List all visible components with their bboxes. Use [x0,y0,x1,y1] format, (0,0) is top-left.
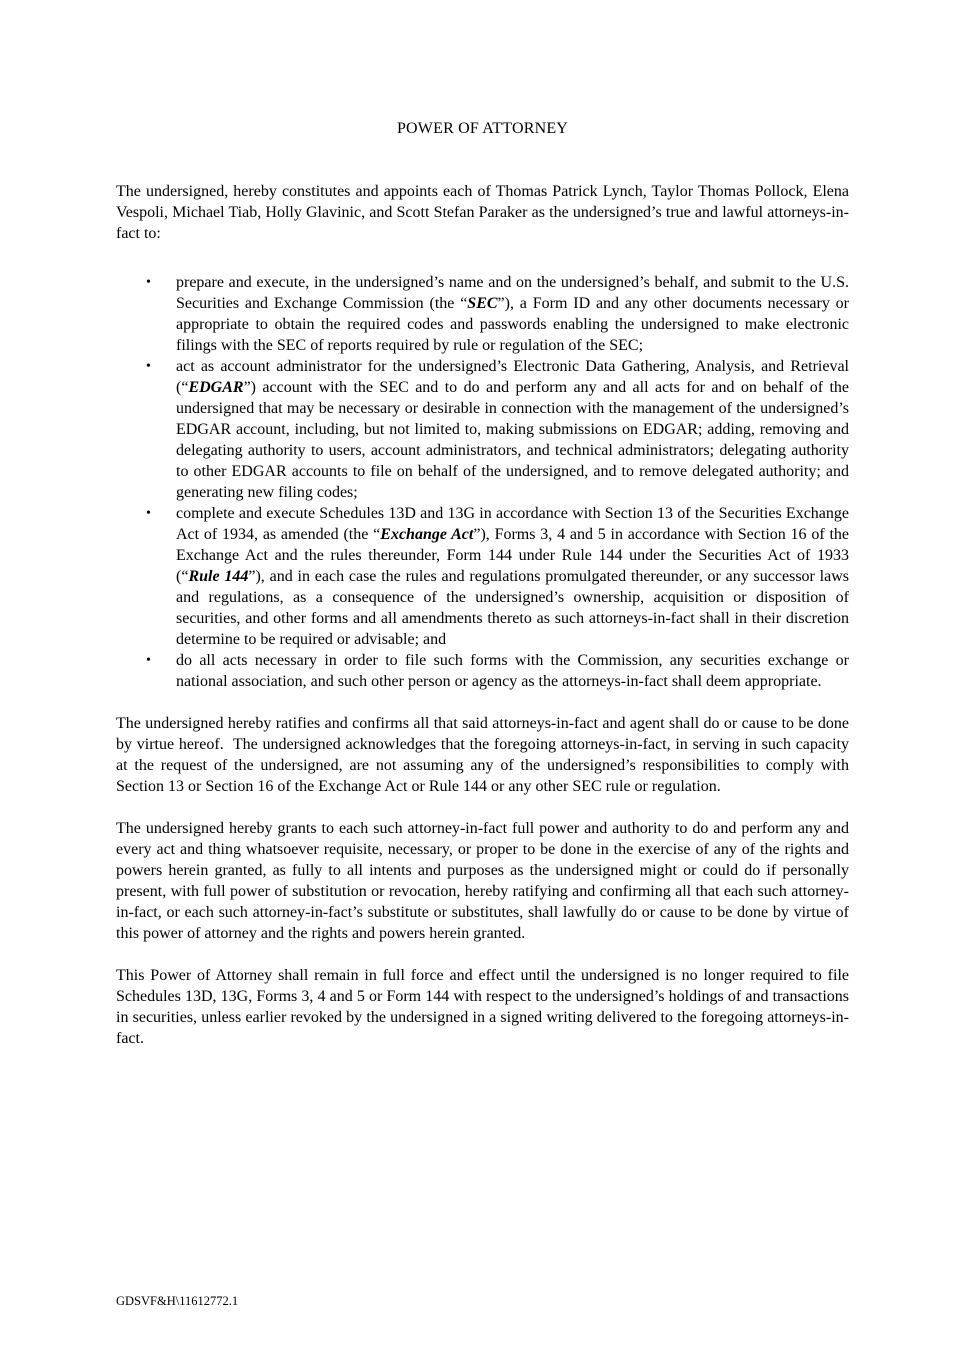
text-run: act as account administrator for the undersigned’s Electronic Data Gathering, Analysis, and Retrieval (“ [176,358,849,396]
intro-paragraph: The undersigned, hereby constitutes and appoints each of Thomas Patrick Lynch, Taylor Thomas Pollock, Elena Vespoli, Michael Tiab, Holly Glavinic, and Scott Stefan Paraker as the undersigned’s true and lawful attorneys-in-fact to: [116,183,849,242]
text-run: ”) account with the SEC and to do and perform any and all acts for and on behalf of the undersigned that may be necessary or desirable in connection with the management of the undersigned’s EDGAR account, including, but not limited to, making submissions on EDGAR; adding, removing and delegating authority to users, account administrators, and technical administrators; delegating authority to other EDGAR accounts to file on behalf of the undersigned, and to remove delegated authority; and generating new filing codes; [176,379,849,501]
emphasized-term: SEC [467,295,498,312]
bullet-text [176,274,849,354]
list-item [116,503,849,650]
list-item [116,356,849,503]
powers-bullet-list [116,272,849,692]
text-run: do all acts necessary in order to file such forms with the Commission, any securities exchange or national association, and such other person or agency as the attorneys-in-fact shall deem appropriate. [176,652,849,690]
page-title: POWER OF ATTORNEY [396,120,569,137]
list-item [116,650,849,692]
emphasized-term: Rule 144 [188,568,249,585]
text-run: ”), Forms 3, 4 and 5 in accordance with Section 16 of the Exchange Act and the rules thereunder, Form 144 under Rule 144 under the Securities Act of 1933 (“ [176,526,850,585]
list-item [116,272,849,356]
bullet-text [176,358,849,501]
duration-paragraph: This Power of Attorney shall remain in full force and effect until the undersigned is no longer required to file Schedules 13D, 13G, Forms 3, 4 and 5 or Form 144 with respect to the undersigned’s holdings of and transactions in securities, unless earlier revoked by the undersigned in a signed writing delivered to the foregoing attorneys-in-fact. [116,967,849,1047]
bullet-icon: • [146,275,151,290]
bullet-icon: • [146,506,151,521]
text-run: ”), a Form ID and any other documents necessary or appropriate to obtain the required codes and passwords enabling the undersigned to make electronic filings with the SEC of reports required by rule or regulation of the SEC; [176,295,849,354]
grant-of-power-paragraph: The undersigned hereby grants to each such attorney-in-fact full power and authority to do and perform any and every act and thing whatsoever requisite, necessary, or proper to be done in the exercise of any of the rights and powers herein granted, as fully to all intents and purposes as the undersigned might or could do if personally present, with full power of substitution or revocation, hereby ratifying and confirming all that each such attorney-in-fact, or each such attorney-in-fact’s substitute or substitutes, shall lawfully do or cause to be done by virtue of this power of attorney and the rights and powers herein granted. [116,820,849,942]
bullet-icon: • [146,359,151,374]
bullet-text [176,505,849,648]
text-run: prepare and execute, in the undersigned’s name and on the undersigned’s behalf, and submit to the U.S. Securities and Exchange Commission (the “ [176,274,849,312]
bullet-icon: • [146,653,151,668]
emphasized-term: Exchange Act [380,526,474,543]
ratification-paragraph: The undersigned hereby ratifies and confirms all that said attorneys-in-fact and agent shall do or cause to be done by virtue hereof. The undersigned acknowledges that the foregoing attorneys-in-fact, in serving in such capacity at the request of the undersigned, are not assuming any of the undersigned’s responsibilities to comply with Section 13 or Section 16 of the Exchange Act or Rule 144 or any other SEC rule or regulation. [116,715,849,795]
text-run: complete and execute Schedules 13D and 13G in accordance with Section 13 of the Securities Exchange Act of 1934, as amended (the “ [176,505,849,543]
text-run: ”), and in each case the rules and regulations promulgated thereunder, or any successor laws and regulations, as a consequence of the undersigned’s ownership, acquisition or disposition of securities, and other forms and all amendments thereto as such attorneys-in-fact shall in their discretion determine to be required or advisable; and [176,568,850,648]
bullet-text [176,652,849,690]
document-reference-number: GDSVF&H\11612772.1 [116,1294,239,1308]
emphasized-term: EDGAR [188,379,244,396]
